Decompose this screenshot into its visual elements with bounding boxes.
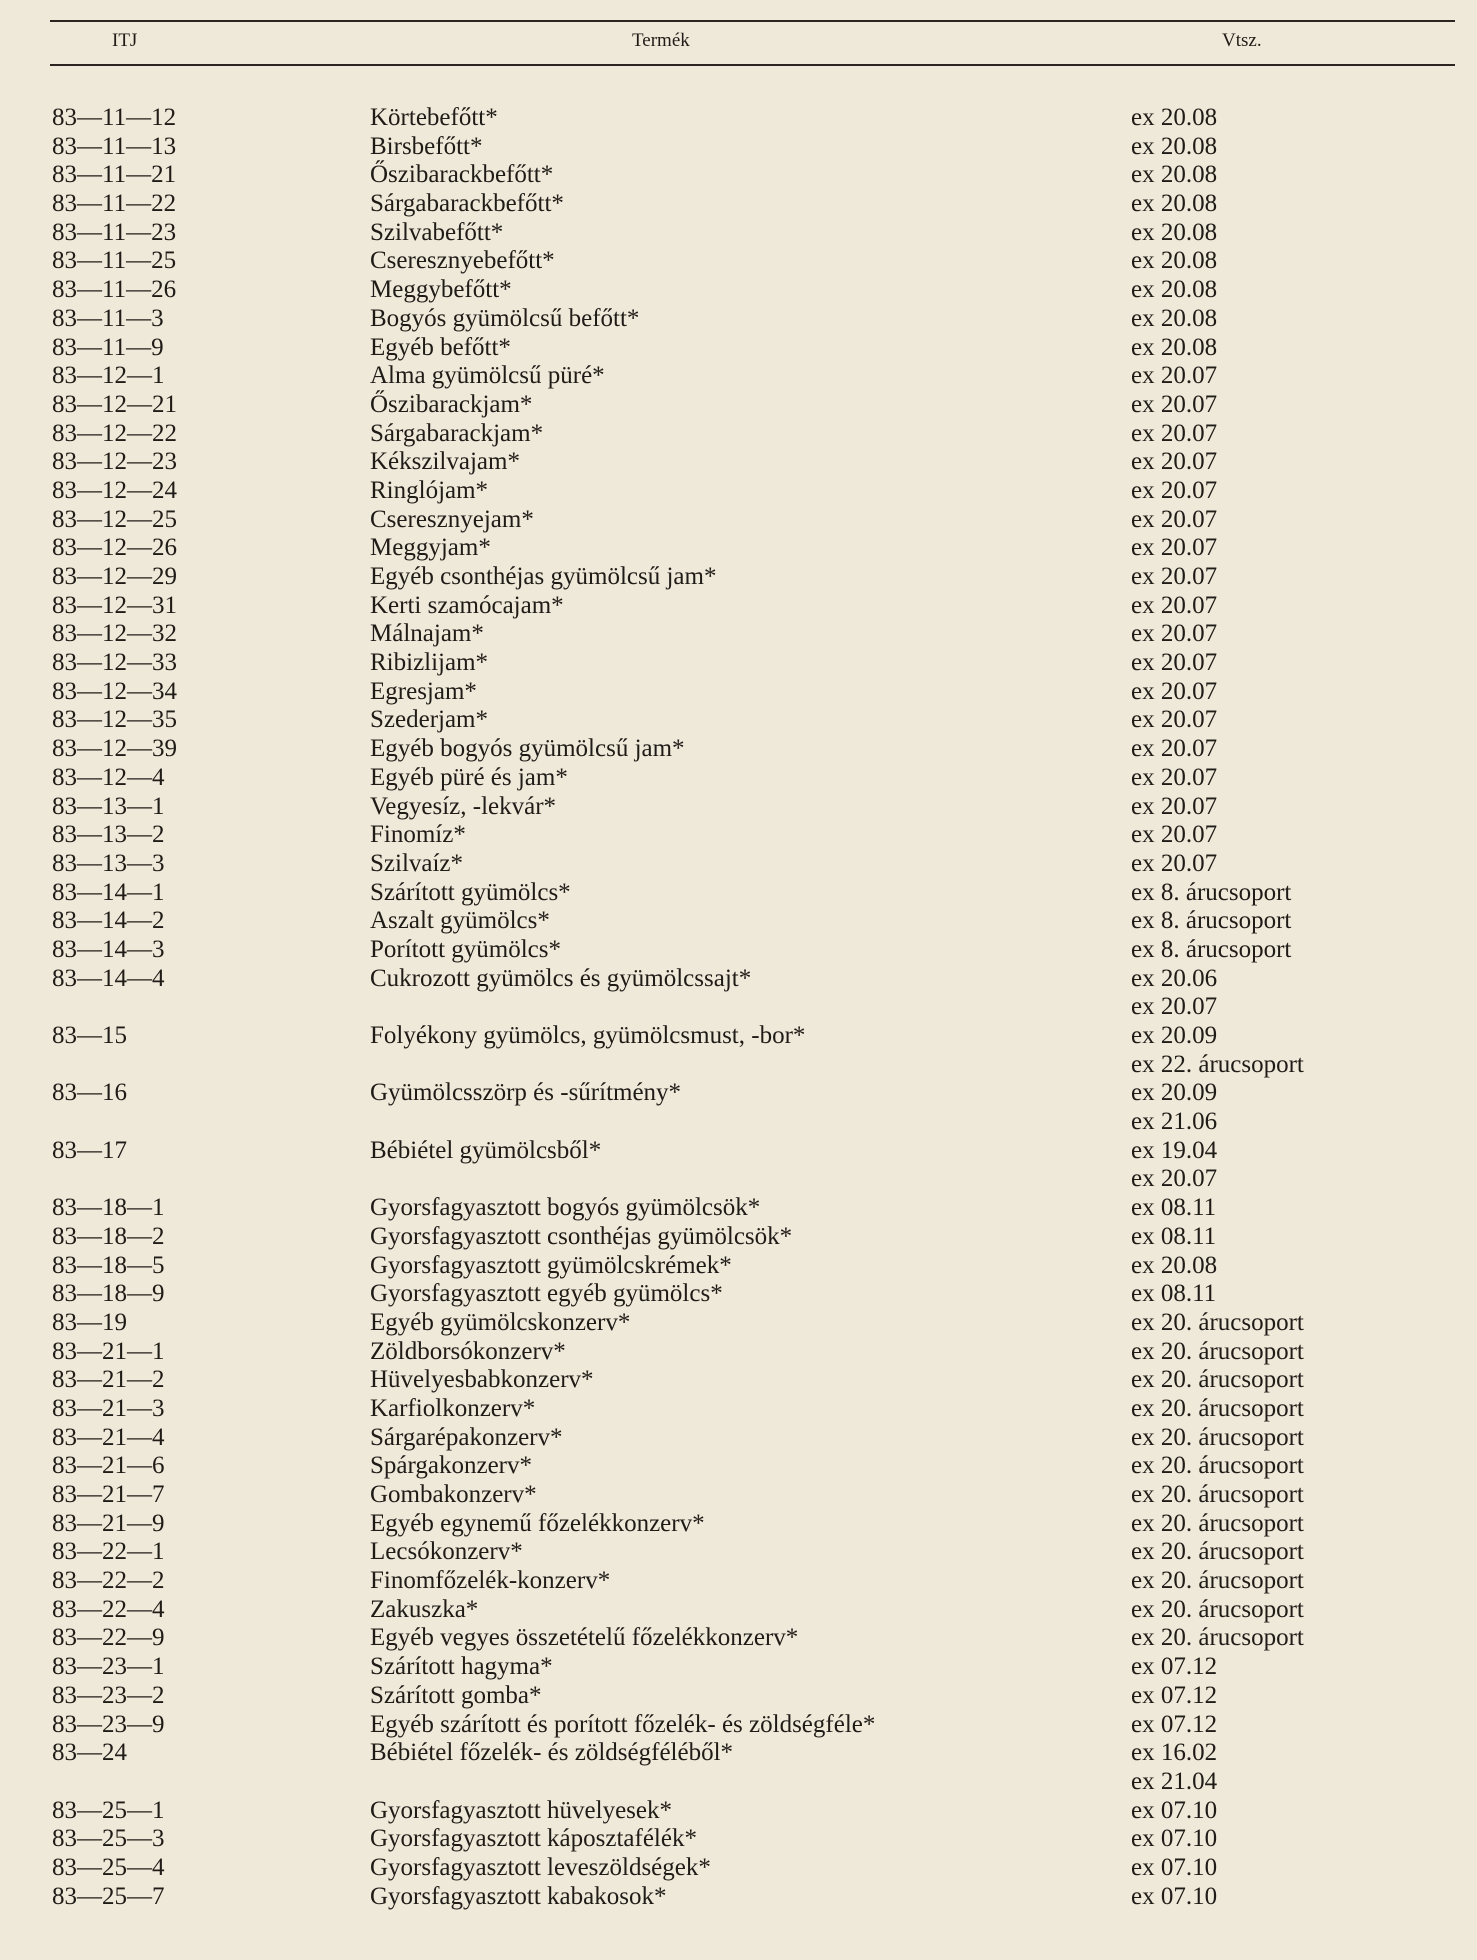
product-cell: Sárgabarackjam*	[370, 419, 544, 447]
table-row	[0, 219, 1477, 248]
itj-cell: 83—11—21	[52, 161, 177, 189]
vtsz-cell: ex 20.07	[1131, 505, 1218, 533]
product-cell: Egyéb egynemű főzelékkonzerv*	[370, 1509, 705, 1537]
product-cell: Kékszilvajam*	[370, 448, 520, 476]
table-row	[0, 1338, 1477, 1367]
vtsz-cell: ex 20.08	[1131, 190, 1218, 218]
vtsz-cell: ex 16.02	[1131, 1739, 1218, 1767]
product-cell: Őszibarackbefőtt*	[370, 161, 554, 189]
itj-cell: 83—12—22	[52, 419, 177, 447]
product-cell: Őszibarackjam*	[370, 390, 533, 418]
product-cell: Szederjam*	[370, 706, 489, 734]
itj-cell: 83—12—24	[52, 476, 177, 504]
header-rule	[50, 64, 1455, 66]
itj-cell: 83—16	[52, 1079, 127, 1107]
product-cell: Bébiétel főzelék- és zöldségféléből*	[370, 1739, 734, 1767]
vtsz-cell: ex 20.08	[1131, 247, 1218, 275]
itj-cell: 83—14—1	[52, 878, 165, 906]
product-cell: Gyorsfagyasztott kabakosok*	[370, 1882, 667, 1910]
itj-cell: 83—18—2	[52, 1222, 165, 1250]
vtsz-cell: ex 20.07	[1131, 534, 1218, 562]
table-row	[0, 362, 1477, 391]
table-row	[0, 1252, 1477, 1281]
table-row	[0, 534, 1477, 563]
table-row	[0, 879, 1477, 908]
itj-cell: 83—12—33	[52, 649, 177, 677]
vtsz-cell: ex 20.08	[1131, 276, 1218, 304]
column-header-termek: Termék	[632, 30, 690, 51]
itj-cell: 83—12—23	[52, 448, 177, 476]
vtsz-cell: ex 20.07	[1131, 362, 1218, 390]
vtsz-cell: ex 07.10	[1131, 1796, 1218, 1824]
table-row	[0, 592, 1477, 621]
table-row	[0, 1280, 1477, 1309]
itj-cell: 83—25—3	[52, 1825, 165, 1853]
itj-cell: 83—25—7	[52, 1882, 165, 1910]
table-row	[0, 1538, 1477, 1567]
vtsz-cell: ex 20.07	[1131, 677, 1218, 705]
table-row	[0, 1596, 1477, 1625]
vtsz-cell: ex 07.10	[1131, 1882, 1218, 1910]
vtsz-cell: ex 20.07	[1131, 448, 1218, 476]
vtsz-cell: ex 07.10	[1131, 1853, 1218, 1881]
column-header-itj: ITJ	[112, 30, 138, 51]
table-row	[0, 706, 1477, 735]
itj-cell: 83—11—25	[52, 247, 177, 275]
itj-cell: 83—12—32	[52, 620, 177, 648]
table-row	[0, 477, 1477, 506]
vtsz-cell: ex 20.07	[1131, 792, 1218, 820]
table-row	[0, 1711, 1477, 1740]
vtsz-cell: ex 19.04	[1131, 1136, 1218, 1164]
table-row	[0, 1682, 1477, 1711]
vtsz-cell: ex 20. árucsoport	[1131, 1567, 1304, 1595]
table-row	[0, 735, 1477, 764]
itj-cell: 83—17	[52, 1136, 127, 1164]
product-cell: Gyorsfagyasztott leveszöldségek*	[370, 1853, 711, 1881]
product-cell: Porított gyümölcs*	[370, 935, 561, 963]
table-row	[0, 276, 1477, 305]
vtsz-cell: ex 20.08	[1131, 218, 1218, 246]
table-row	[0, 190, 1477, 219]
table-row	[0, 506, 1477, 535]
vtsz-cell: ex 20. árucsoport	[1131, 1337, 1304, 1365]
vtsz-cell: ex 08.11	[1131, 1280, 1217, 1308]
vtsz-cell: ex 20.07	[1131, 591, 1218, 619]
product-cell: Zakuszka*	[370, 1595, 479, 1623]
vtsz-cell: ex 20. árucsoport	[1131, 1394, 1304, 1422]
itj-cell: 83—21—4	[52, 1423, 165, 1451]
table-row	[0, 620, 1477, 649]
product-cell: Szilvaíz*	[370, 849, 464, 877]
itj-cell: 83—12—29	[52, 563, 177, 590]
product-cell: Bébiétel gyümölcsből*	[370, 1136, 602, 1164]
vtsz-cell: ex 20.08	[1131, 304, 1218, 332]
product-cell: Finomíz*	[370, 821, 466, 849]
vtsz-cell: ex 20. árucsoport	[1131, 1423, 1304, 1451]
product-cell: Szárított gomba*	[370, 1681, 542, 1709]
product-cell: Gyorsfagyasztott bogyós gyümölcsök*	[370, 1194, 761, 1222]
table-row	[0, 1883, 1477, 1912]
vtsz-cell: ex 20.07	[1131, 821, 1218, 849]
itj-cell: 83—12—34	[52, 677, 177, 705]
column-header-vtsz: Vtsz.	[1222, 30, 1262, 51]
product-cell: Cseresznyebefőtt*	[370, 247, 555, 275]
itj-cell: 83—21—6	[52, 1452, 165, 1480]
product-cell: Hüvelyesbabkonzerv*	[370, 1366, 594, 1394]
vtsz-cell: ex 21.04	[1131, 1767, 1218, 1795]
table-row	[0, 420, 1477, 449]
product-cell: Gombakonzerv*	[370, 1481, 537, 1508]
itj-cell: 83—15	[52, 1022, 127, 1049]
table-row	[0, 993, 1477, 1022]
product-cell: Szárított gyümölcs*	[370, 878, 571, 906]
table-row	[0, 1825, 1477, 1854]
product-cell: Spárgakonzerv*	[370, 1452, 532, 1480]
vtsz-cell: ex 8. árucsoport	[1131, 907, 1292, 935]
vtsz-cell: ex 21.06	[1131, 1108, 1218, 1136]
top-rule	[50, 20, 1455, 22]
table-row	[0, 821, 1477, 850]
table-row	[0, 1624, 1477, 1653]
table-row	[0, 391, 1477, 420]
product-cell: Egresjam*	[370, 677, 477, 705]
product-cell: Finomfőzelék-konzerv*	[370, 1567, 611, 1595]
product-cell: Cseresznyejam*	[370, 505, 534, 533]
itj-cell: 83—12—31	[52, 591, 177, 619]
vtsz-cell: ex 20.06	[1131, 964, 1218, 992]
product-cell: Gyorsfagyasztott káposztafélék*	[370, 1825, 697, 1853]
itj-cell: 83—11—12	[52, 104, 177, 131]
table-row	[0, 334, 1477, 363]
vtsz-cell: ex 08.11	[1131, 1222, 1217, 1250]
product-cell: Cukrozott gyümölcs és gyümölcssajt*	[370, 964, 752, 992]
table-row	[0, 305, 1477, 334]
itj-cell: 83—14—3	[52, 935, 165, 963]
table-body	[0, 104, 1477, 1911]
itj-cell: 83—22—1	[52, 1538, 165, 1566]
vtsz-cell: ex 20.08	[1131, 333, 1218, 361]
itj-cell: 83—21—2	[52, 1366, 165, 1394]
vtsz-cell: ex 07.12	[1131, 1681, 1218, 1709]
vtsz-cell: ex 20. árucsoport	[1131, 1452, 1304, 1480]
itj-cell: 83—13—2	[52, 821, 165, 849]
product-cell: Egyéb bogyós gyümölcsű jam*	[370, 735, 685, 763]
table-row	[0, 1051, 1477, 1080]
itj-cell: 83—25—1	[52, 1796, 165, 1824]
table-row	[0, 1079, 1477, 1108]
product-cell: Egyéb püré és jam*	[370, 763, 568, 791]
itj-cell: 83—18—1	[52, 1194, 165, 1222]
product-cell: Körtebefőtt*	[370, 104, 498, 131]
itj-cell: 83—12—39	[52, 735, 177, 763]
itj-cell: 83—18—9	[52, 1280, 165, 1308]
table-row	[0, 133, 1477, 162]
product-cell: Aszalt gyümölcs*	[370, 907, 550, 935]
vtsz-cell: ex 20.09	[1131, 1022, 1218, 1049]
table-row	[0, 1395, 1477, 1424]
product-cell: Szilvabefőtt*	[370, 218, 504, 246]
vtsz-cell: ex 20.07	[1131, 993, 1218, 1021]
itj-cell: 83—21—7	[52, 1481, 165, 1508]
itj-cell: 83—12—35	[52, 706, 177, 734]
itj-cell: 83—21—9	[52, 1509, 165, 1537]
vtsz-cell: ex 20.08	[1131, 1251, 1218, 1279]
table-row	[0, 1739, 1477, 1768]
vtsz-cell: ex 20.07	[1131, 419, 1218, 447]
itj-cell: 83—11—13	[52, 132, 177, 160]
itj-cell: 83—22—4	[52, 1595, 165, 1623]
product-cell: Zöldborsókonzerv*	[370, 1337, 566, 1365]
itj-cell: 83—21—3	[52, 1394, 165, 1422]
vtsz-cell: ex 20.07	[1131, 649, 1218, 677]
table-row	[0, 563, 1477, 592]
table-row	[0, 1022, 1477, 1051]
vtsz-cell: ex 8. árucsoport	[1131, 878, 1292, 906]
product-cell: Egyéb csonthéjas gyümölcsű jam*	[370, 563, 717, 590]
table-row	[0, 1797, 1477, 1826]
table-row	[0, 1165, 1477, 1194]
vtsz-cell: ex 8. árucsoport	[1131, 935, 1292, 963]
product-cell: Ribizlijam*	[370, 649, 489, 677]
vtsz-cell: ex 08.11	[1131, 1194, 1217, 1222]
vtsz-cell: ex 20.07	[1131, 476, 1218, 504]
product-cell: Birsbefőtt*	[370, 132, 483, 160]
vtsz-cell: ex 07.10	[1131, 1825, 1218, 1853]
itj-cell: 83—12—4	[52, 763, 165, 791]
product-cell: Egyéb szárított és porított főzelék- és zöldségféle*	[370, 1710, 876, 1738]
itj-cell: 83—19	[52, 1308, 127, 1336]
table-row	[0, 678, 1477, 707]
product-cell: Vegyesíz, -lekvár*	[370, 792, 557, 820]
table-row	[0, 1768, 1477, 1797]
vtsz-cell: ex 07.12	[1131, 1653, 1218, 1681]
table-row	[0, 161, 1477, 190]
vtsz-cell: ex 20.07	[1131, 620, 1218, 648]
itj-cell: 83—23—2	[52, 1681, 165, 1709]
itj-cell: 83—11—22	[52, 190, 177, 218]
product-cell: Sárgabarackbefőtt*	[370, 190, 564, 218]
itj-cell: 83—14—4	[52, 964, 165, 992]
vtsz-cell: ex 20.07	[1131, 735, 1218, 763]
table-row	[0, 247, 1477, 276]
vtsz-cell: ex 20. árucsoport	[1131, 1481, 1304, 1508]
itj-cell: 83—11—9	[52, 333, 164, 361]
vtsz-cell: ex 22. árucsoport	[1131, 1050, 1304, 1078]
vtsz-cell: ex 20. árucsoport	[1131, 1308, 1304, 1336]
product-cell: Sárgarépakonzerv*	[370, 1423, 563, 1451]
table-row	[0, 850, 1477, 879]
vtsz-cell: ex 07.12	[1131, 1710, 1218, 1738]
vtsz-cell: ex 20. árucsoport	[1131, 1366, 1304, 1394]
table-row	[0, 649, 1477, 678]
product-cell: Meggybefőtt*	[370, 276, 512, 304]
table-row	[0, 1481, 1477, 1510]
product-cell: Alma gyümölcsű püré*	[370, 362, 605, 390]
product-cell: Gyümölcsszörp és -sűrítmény*	[370, 1079, 682, 1107]
table-row	[0, 1223, 1477, 1252]
itj-cell: 83—13—1	[52, 792, 165, 820]
vtsz-cell: ex 20. árucsoport	[1131, 1624, 1304, 1652]
itj-cell: 83—11—3	[52, 304, 164, 332]
itj-cell: 83—14—2	[52, 907, 165, 935]
product-cell: Egyéb vegyes összetételű főzelékkonzerv*	[370, 1624, 799, 1652]
table-row	[0, 1366, 1477, 1395]
vtsz-cell: ex 20. árucsoport	[1131, 1509, 1304, 1537]
itj-cell: 83—13—3	[52, 849, 165, 877]
itj-cell: 83—18—5	[52, 1251, 165, 1279]
product-cell: Folyékony gyümölcs, gyümölcsmust, -bor*	[370, 1022, 806, 1049]
table-row	[0, 1854, 1477, 1883]
itj-cell: 83—12—25	[52, 505, 177, 533]
itj-cell: 83—12—1	[52, 362, 165, 390]
vtsz-cell: ex 20. árucsoport	[1131, 1538, 1304, 1566]
vtsz-cell: ex 20.08	[1131, 132, 1218, 160]
itj-cell: 83—22—2	[52, 1567, 165, 1595]
table-row	[0, 1452, 1477, 1481]
product-cell: Egyéb befőtt*	[370, 333, 511, 361]
vtsz-cell: ex 20.08	[1131, 104, 1218, 131]
vtsz-cell: ex 20.08	[1131, 161, 1218, 189]
table-row	[0, 1424, 1477, 1453]
product-cell: Ringlójam*	[370, 476, 489, 504]
itj-cell: 83—12—21	[52, 390, 177, 418]
itj-cell: 83—11—26	[52, 276, 177, 304]
itj-cell: 83—12—26	[52, 534, 177, 562]
table-row	[0, 1137, 1477, 1166]
product-cell: Málnajam*	[370, 620, 484, 648]
product-cell: Gyorsfagyasztott hüvelyesek*	[370, 1796, 673, 1824]
vtsz-cell: ex 20.07	[1131, 1165, 1218, 1193]
itj-cell: 83—22—9	[52, 1624, 165, 1652]
table-row	[0, 1510, 1477, 1539]
itj-cell: 83—23—9	[52, 1710, 165, 1738]
table-row	[0, 936, 1477, 965]
itj-cell: 83—24	[52, 1739, 127, 1767]
itj-cell: 83—23—1	[52, 1653, 165, 1681]
product-cell: Kerti szamócajam*	[370, 591, 564, 619]
table-row	[0, 764, 1477, 793]
vtsz-cell: ex 20.07	[1131, 849, 1218, 877]
vtsz-cell: ex 20.07	[1131, 563, 1218, 590]
itj-cell: 83—25—4	[52, 1853, 165, 1881]
product-cell: Lecsókonzerv*	[370, 1538, 523, 1566]
vtsz-cell: ex 20.07	[1131, 390, 1218, 418]
vtsz-cell: ex 20. árucsoport	[1131, 1595, 1304, 1623]
table-row	[0, 965, 1477, 994]
product-cell: Karfiolkonzerv*	[370, 1394, 536, 1422]
product-cell: Bogyós gyümölcsű befőtt*	[370, 304, 640, 332]
itj-cell: 83—11—23	[52, 218, 177, 246]
vtsz-cell: ex 20.07	[1131, 706, 1218, 734]
product-cell: Meggyjam*	[370, 534, 491, 562]
itj-cell: 83—21—1	[52, 1337, 165, 1365]
table-row	[0, 1108, 1477, 1137]
table-row	[0, 907, 1477, 936]
table-row	[0, 104, 1477, 133]
product-cell: Gyorsfagyasztott csonthéjas gyümölcsök*	[370, 1222, 793, 1250]
table-row	[0, 1653, 1477, 1682]
product-cell: Gyorsfagyasztott gyümölcskrémek*	[370, 1251, 732, 1279]
product-cell: Szárított hagyma*	[370, 1653, 553, 1681]
product-cell: Egyéb gyümölcskonzerv*	[370, 1308, 631, 1336]
table-row	[0, 1194, 1477, 1223]
product-cell: Gyorsfagyasztott egyéb gyümölcs*	[370, 1280, 723, 1308]
table-row	[0, 793, 1477, 822]
table-row	[0, 1309, 1477, 1338]
table-row	[0, 448, 1477, 477]
table-row	[0, 1567, 1477, 1596]
vtsz-cell: ex 20.07	[1131, 763, 1218, 791]
vtsz-cell: ex 20.09	[1131, 1079, 1218, 1107]
